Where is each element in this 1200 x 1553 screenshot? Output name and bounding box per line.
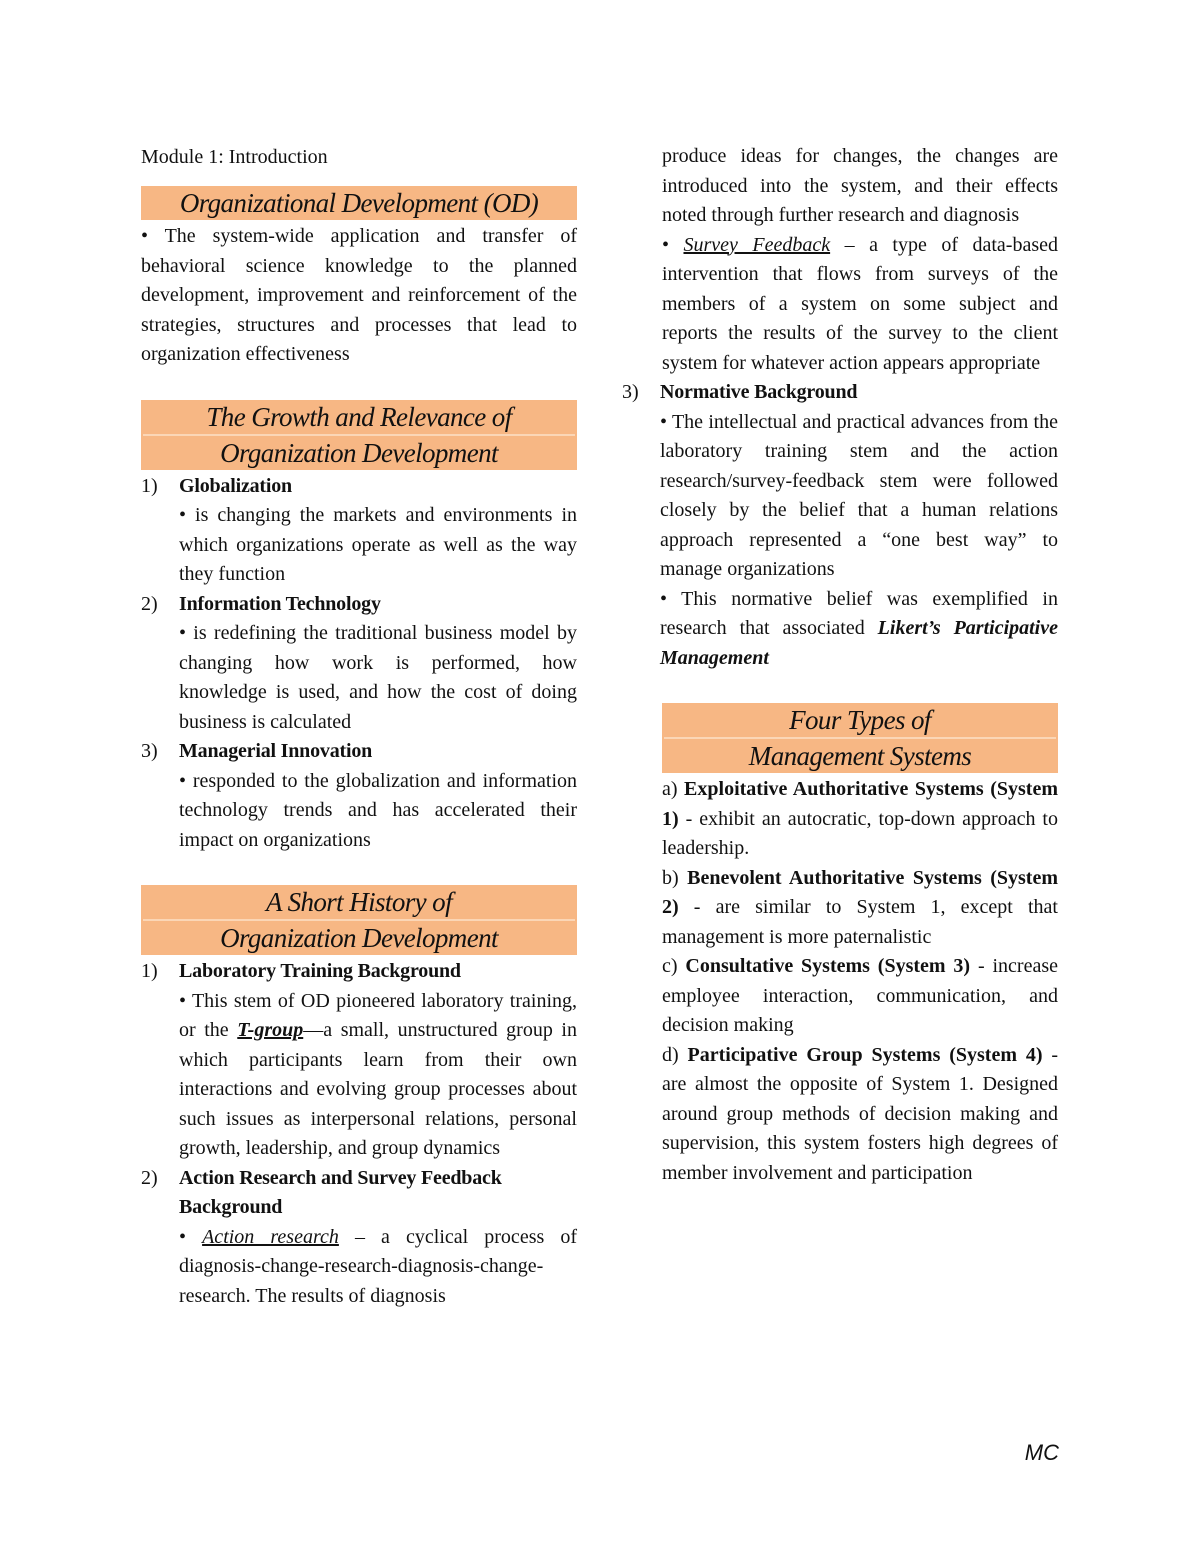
- system-name: Benevolent Authoritative Systems (System 2): [662, 866, 1058, 918]
- systems-header: [662, 703, 1058, 773]
- history-header-line1: A Short History of: [143, 885, 575, 921]
- item-number: 2): [141, 1166, 158, 1189]
- item-letter: b): [662, 866, 688, 889]
- system-name: Participative Group Systems (System 4): [687, 1043, 1043, 1066]
- item-title: Globalization: [179, 474, 292, 497]
- item-text: • The intellectual and practical advances from the laboratory training stem and the action research/survey-feedback stem were followed closely by the belief that a human relations approach represented a “one best way” to manage organizations: [660, 410, 1058, 580]
- item-text: [179, 1223, 577, 1312]
- history-header: [141, 885, 577, 955]
- text-segment: – a cyclical process of diagnosis-change-research-diagnosis-change-research. The results of diagnosis: [179, 1225, 577, 1307]
- item-title: Normative Background: [660, 381, 858, 403]
- growth-list: [141, 472, 577, 856]
- item-title: Managerial Innovation: [179, 740, 373, 762]
- text-segment: —a small, unstructured group in which participants learn from their own interactions and evolving group processes about such issues as interpersonal relations, personal growth, leadership, and group dynamics: [179, 1019, 577, 1159]
- bullet: •: [662, 233, 684, 256]
- growth-header: [141, 400, 577, 470]
- item-text: • is changing the markets and environments in which organizations operate as well as the way they function: [179, 504, 577, 585]
- growth-header-line2: Organization Development: [220, 437, 498, 468]
- item-text: [660, 585, 1058, 674]
- item-text: • responded to the globalization and information technology trends and has accelerated their impact on organizations: [179, 769, 577, 851]
- item-number: 1): [141, 474, 158, 497]
- item-title: Action Research and Survey Feedback Background: [179, 1166, 502, 1218]
- item-number: 3): [141, 740, 158, 762]
- item-text: • is redefining the traditional business model by changing how work is performed, how knowledge is used, and how the cost of doing business is calculated: [179, 622, 577, 733]
- system-desc: - are similar to System 1, except that management is more paternalistic: [662, 896, 1058, 948]
- item-letter: d): [662, 1043, 688, 1066]
- growth-header-line1: The Growth and Relevance of: [143, 400, 575, 436]
- item-number: 3): [622, 381, 639, 403]
- item-title: Information Technology: [179, 592, 381, 615]
- item-number: 1): [141, 960, 158, 982]
- bullet: •: [179, 1225, 203, 1248]
- list-item: [141, 737, 577, 855]
- item-letter: c): [662, 955, 686, 977]
- system-item: [662, 1041, 1058, 1189]
- right-column: [622, 142, 1058, 1188]
- footer-initials: MC: [1024, 1440, 1059, 1465]
- module-title: Module 1: Introduction: [141, 146, 328, 168]
- list-item: [141, 590, 577, 738]
- od-definition: • The system-wide application and transfer of behavioral science knowledge to the planned development, improvement and reinforcement of the strategies, structures and processes that lead to organization effectiveness: [141, 225, 577, 365]
- t-group-term: T-group: [237, 1019, 304, 1041]
- system-name: Exploitative Authoritative Systems (System 1): [662, 778, 1058, 830]
- system-desc: - increase employee interaction, communication, and decision making: [662, 955, 1058, 1036]
- list-item: [141, 472, 577, 590]
- item-title: Laboratory Training Background: [179, 960, 461, 982]
- systems-header-line1: Four Types of: [664, 703, 1056, 739]
- likert-term: Likert’s Participative Management: [660, 617, 1058, 669]
- survey-feedback-term: Survey Feedback: [683, 233, 831, 256]
- history-header-line2: Organization Development: [220, 923, 498, 953]
- text-segment: • This stem of OD pioneered laboratory training, or the: [179, 989, 577, 1041]
- action-research-continued: produce ideas for changes, the changes are introduced into the system, and their effects noted through further research and diagnosis: [662, 145, 1058, 226]
- system-item: [662, 864, 1058, 953]
- system-item: [662, 775, 1058, 864]
- item-text: [179, 987, 577, 1164]
- survey-feedback-text: [662, 231, 1058, 379]
- list-item: [141, 1164, 577, 1312]
- text-segment: • This normative belief was exemplified in research that associated: [660, 587, 1058, 639]
- left-column: [141, 142, 577, 1311]
- text-segment: – a type of data-based intervention that flows from surveys of the members of a system on some subject and reports the results of the survey to the client system for whatever action appears appropriate: [662, 233, 1058, 374]
- item-number: 2): [141, 592, 158, 615]
- system-desc: - exhibit an autocratic, top-down approach to leadership.: [662, 807, 1058, 859]
- history-list: [141, 957, 577, 1311]
- system-item: [662, 952, 1058, 1041]
- od-header: Organizational Development (OD): [141, 186, 577, 220]
- item-letter: a): [662, 778, 685, 800]
- list-item: [622, 378, 1058, 673]
- system-name: Consultative Systems (System 3): [685, 955, 971, 977]
- systems-header-line2: Management Systems: [748, 741, 972, 771]
- history-list-continued: [622, 378, 1058, 673]
- list-item: [141, 957, 577, 1164]
- system-desc: - are almost the opposite of System 1. Designed around group methods of decision making and supervision, this system fosters high degrees of member involvement and participation: [662, 1043, 1058, 1184]
- action-research-term: Action research: [202, 1225, 339, 1248]
